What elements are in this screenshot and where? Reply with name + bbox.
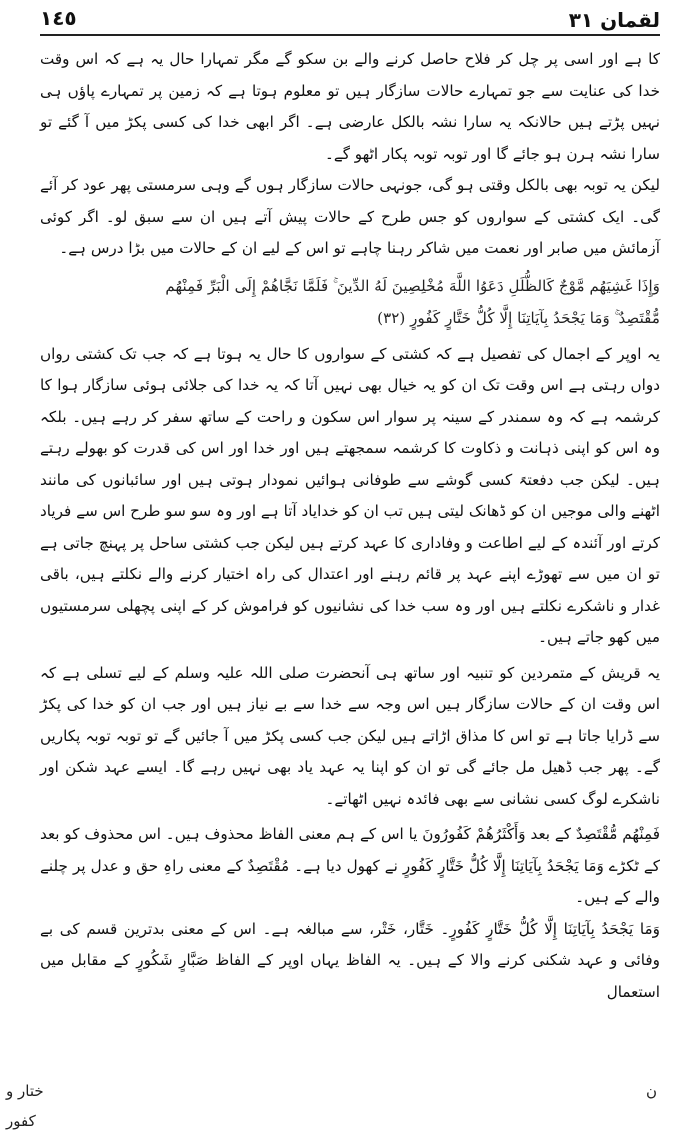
paragraph: یہ اوپر کے اجمال کی تفصیل ہے کہ کشتی کے سواروں کا حال یہ ہوتا ہے کہ جب تک کشتی رواں دواں رہتی ہے اس وقت تک ان کو یہ خیال بھی نہیں آتا کہ یہ خدا کی جلائی ہوئی سازگار ہوا کا کرشمہ ہے کہ وہ سمندر کے سینہ پر سوار اس سکون و راحت کے ساتھ سفر کر رہے ہیں۔ بلکہ وہ اس کو اپنی ذہانت و ذکاوت کا کرشمہ سمجھتے ہیں اور خدا اور اس کی قدرت کو بھولے رہتے ہیں۔ لیکن جب دفعتہً کسی گوشے سے طوفانی ہوائیں نمودار ہوتی ہیں اور سائبانوں کی مانند اٹھنے والی موجیں ان کو ڈھانک لیتی ہیں تب ان کو خدایاد آتا ہے اور وہ سو سو طرح اس سے فریاد کرتے اور آئندہ کے لیے اطاعت و وفاداری کا عہد کرتے ہیں لیکن جب کشتی ساحل پر پہنچ جاتی ہے تو ان میں سے تھوڑے اپنے عہد پر قائم رہنے اور اعتدال کی راہ اختیار کرنے والے نکلتے ہیں، باقی غدار و ناشکرے نکلتے ہیں اور وہ سب خدا کی نشانیوں کو فراموش کر کے اپنی پچھلی سرمستیوں میں کھو جاتے ہیں۔ [40,344,660,646]
surah-title: لقمان ٣١ [568,8,660,32]
body-text [40,44,660,1008]
margin-note: ن [646,1082,658,1100]
margin-note: کفور [6,1112,36,1130]
page-number: ١٤٥ [40,6,77,30]
ayah-line: وَإِذَا غَشِيَهُم مَّوْجٌ كَالظُّلَلِ دَعَوُا اللَّهَ مُخْلِصِينَ لَهُ الدِّينَ ۚ فَلَمَّا نَجَّاهُمْ إِلَى الْبَرِّ فَمِنْهُم [165,276,660,295]
header-rule [40,34,660,36]
paragraph: لیکن یہ توبہ بھی بالکل وقتی ہو گی، جونہی حالات سازگار ہوں گے وہی سرمستی پھر عود کر آئے گی۔ ایک کشتی کے سواروں کو جس طرح کے حالات پیش آتے ہیں ان سے سبق لو۔ اگر کوئی آزمائش میں صابر اور نعمت میں شاکر رہنا چاہے تو اس کے لیے ان کے حالات میں بڑا درس ہے۔ [40,176,660,257]
paragraph: وَمَا يَجْحَدُ بِآيَاتِنَا إِلَّا كُلُّ خَتَّارٍ كَفُورٍ۔ خَتَّار، خَتْر، سے مبالغہ ہے۔ اس کے معنی بدترین قسم کی بے وفائی و عہد شکنی کرنے والا کے ہیں۔ یہ الفاظ یہاں اوپر کے الفاظ صَبَّارٍ شَكُورٍ کے مقابل میں استعمال [40,919,660,1001]
page-header [0,0,700,50]
paragraph: یہ قریش کے متمردین کو تنبیہ اور ساتھ ہی آنحضرت صلی اللہ علیہ وسلم کے لیے تسلی ہے کہ اس وقت ان کے حالات سازگار ہیں اس وجہ سے خدا سے بے نیاز ہیں اور جب ان کو خدا کی پکڑ سے ڈرایا جاتا ہے تو اس کا مذاق اڑاتے ہیں لیکن جب کسی پکڑ میں آ جائیں گے تو توبہ توبہ پکاریں گے۔ پھر جب ڈھیل مل جائے گی تو ان کو اپنا یہ عہد یاد بھی نہیں رہے گا۔ ایسے عہد شکن اور ناشکرے لوگ کسی نشانی سے بھی فائدہ نہیں اٹھاتے۔ [40,663,660,808]
paragraph: فَمِنْهُم مُّقْتَصِدٌ کے بعد وَأَكْثَرُهُمْ كَفُورُونَ یا اس کے ہم معنی الفاظ محذوف ہیں۔ اس محذوف کو بعد کے ٹکڑے وَمَا يَجْحَدُ بِآيَاتِنَا إِلَّا كُلُّ خَتَّارٍ كَفُورٍ نے کھول دیا ہے۔ مُقْتَصِدٌ کے معنی راہِ حق و عدل پر چلنے والے کے ہیں۔ [40,825,660,906]
ayah-line: مُّقْتَصِدٌ ۚ وَمَا يَجْحَدُ بِآيَاتِنَا إِلَّا كُلُّ خَتَّارٍ كَفُورٍ (٣٢) [377,308,660,327]
paragraph: کا ہے اور اسی پر چل کر فلاح حاصل کرنے والے بن سکو گے مگر تمہارا حال یہ ہے کہ اس وقت خدا کی عنایت سے جو تمہارے حالات سازگار ہیں تو معلوم ہوتا ہے کہ زمین پر تمہارے پاؤں ہی نہیں پڑتے ہیں حالانکہ یہ سارا نشہ بالکل عارضی ہے۔ اگر ابھی خدا کی کسی پکڑ میں آ گئے تو سارا نشہ ہرن ہو جائے گا اور توبہ توبہ پکار اٹھو گے۔ [40,50,660,163]
margin-note: ختار و [6,1082,44,1100]
